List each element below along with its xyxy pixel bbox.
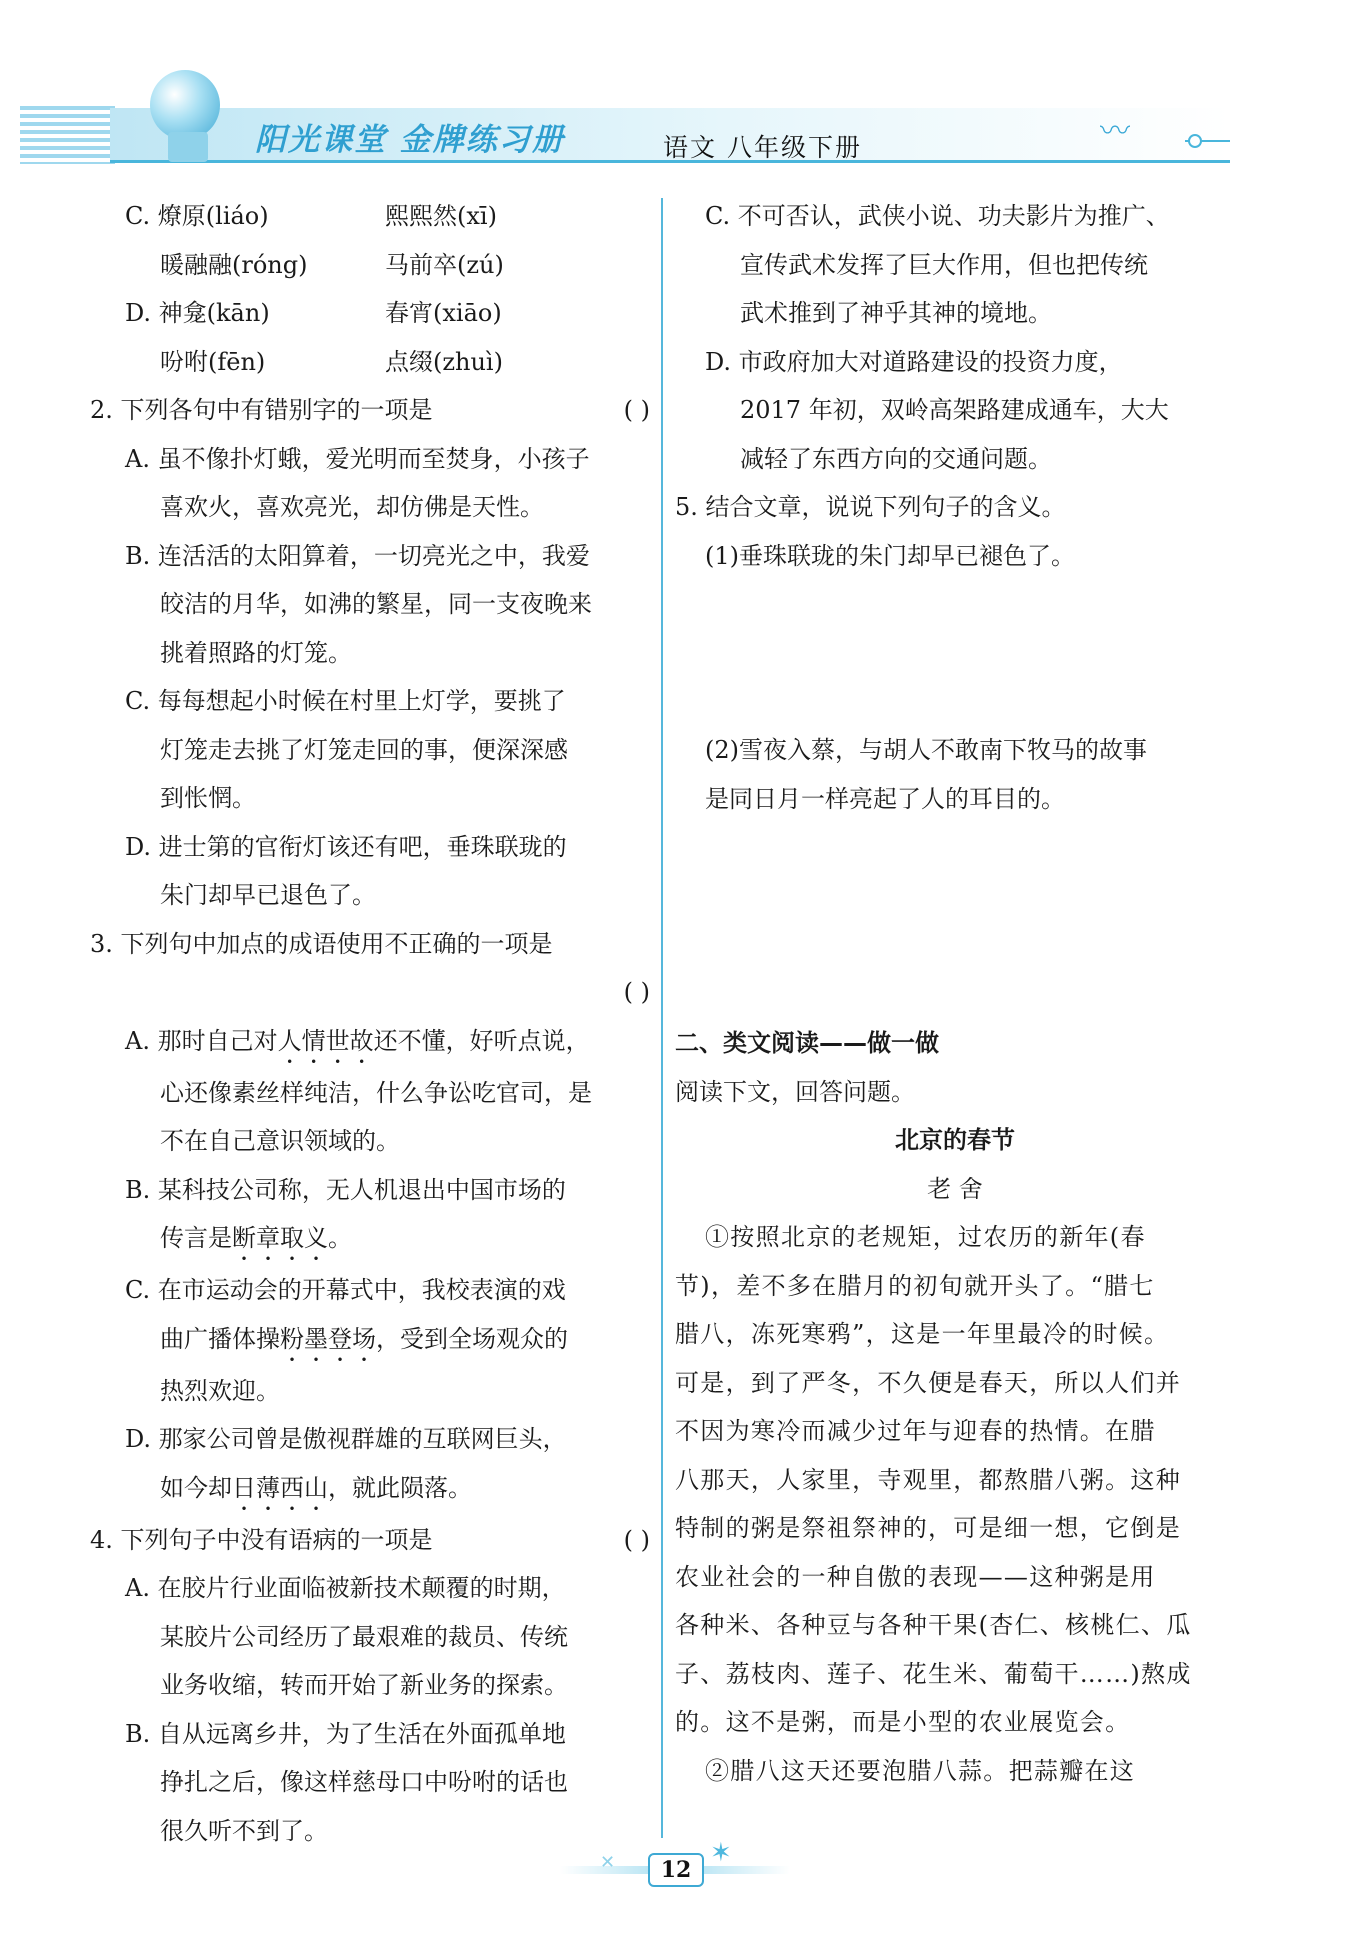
q2-option-a: A. 虽不像扑灯蛾，爱光明而至焚身，小孩子 xyxy=(125,444,590,473)
q4-option-c-cont: 宣传武术发挥了巨大作用，但也把传统 xyxy=(740,250,1148,279)
article-paragraph-line: ①按照北京的老规矩，过农历的新年(春 xyxy=(705,1223,1146,1251)
q4-option-d-cont2: 减轻了东西方向的交通问题。 xyxy=(740,444,1052,473)
article-paragraph-line: 八那天，人家里，寺观里，都熬腊八粥。这种 xyxy=(675,1465,1181,1494)
q3-b-dotted-idiom: 断章取义 xyxy=(232,1224,328,1252)
article-paragraph-line: 的。这不是粥，而是小型的农业展览会。 xyxy=(675,1708,1131,1736)
q3-option-d: D. 那家公司曾是傲视群雄的互联网巨头， xyxy=(125,1425,567,1453)
globe-icon xyxy=(150,70,220,140)
subject-grade: 语文 八年级下册 xyxy=(663,133,862,162)
q3-d-dotted-idiom: 日薄西山 xyxy=(232,1473,328,1502)
page-number: 12 xyxy=(648,1853,704,1887)
q3-stem: 3. 下列句中加点的成语使用不正确的一项是 xyxy=(90,929,553,958)
q1-d-term2: 春宵(xiāo) xyxy=(385,299,502,327)
q3-option-d-cont: 如今却日薄西山，就此陨落。 xyxy=(160,1473,472,1502)
q1-option-d-row1: D. 神龛(kān) 春宵(xiāo) xyxy=(90,289,650,338)
article-author: 老 舍 xyxy=(927,1174,983,1203)
globe-stand-icon xyxy=(168,132,208,162)
article-paragraph-line: 可是，到了严冬，不久便是春天，所以人们并 xyxy=(675,1368,1181,1397)
q2-option-b-cont2: 挑着照路的灯笼。 xyxy=(160,638,352,667)
brand-title: 阳光课堂 金牌练习册 xyxy=(255,122,565,158)
q3-option-a-cont: 心还像素丝样纯洁，什么争讼吃官司，是 xyxy=(160,1078,592,1107)
q1-d-term3: 吩咐(fēn) xyxy=(160,347,266,376)
q1-c-term4: 马前卒(zú) xyxy=(385,250,504,279)
q1-option-c-row2 xyxy=(90,241,650,290)
q5-answer-area-1[interactable] xyxy=(675,580,1235,726)
column-divider xyxy=(661,198,663,1838)
q3-option-b: B. 某科技公司称，无人机退出中国市场的 xyxy=(125,1175,566,1204)
right-column xyxy=(675,192,1235,1795)
q4-option-c-cont2: 武术推到了神乎其神的境地。 xyxy=(740,299,1052,327)
birds-icon: 〰 xyxy=(1100,114,1130,149)
q2-option-b: B. 连活活的太阳算着，一切亮光之中，我爱 xyxy=(125,541,590,570)
q5-sentence-1: (1)垂珠联珑的朱门却早已褪色了。 xyxy=(705,541,1075,570)
q4-option-a-cont: 某胶片公司经历了最艰难的裁员、传统 xyxy=(160,1622,568,1651)
q5-sentence-2: (2)雪夜入蔡，与胡人不敢南下牧马的故事 xyxy=(705,736,1147,764)
q2-option-c: C. 每每想起小时候在村里上灯学，要挑了 xyxy=(125,687,566,715)
q3-option-c: C. 在市运动会的开幕式中，我校表演的戏 xyxy=(125,1276,566,1304)
q2-stem: 2. 下列各句中有错别字的一项是 ( ) xyxy=(90,386,650,435)
q1-option-d-row2 xyxy=(90,338,650,387)
q5-sentence-2-cont: 是同日月一样亮起了人的耳目的。 xyxy=(705,784,1065,813)
q4-option-a-cont2: 业务收缩，转而开始了新业务的探索。 xyxy=(160,1671,568,1699)
q5-stem: 5. 结合文章，说说下列句子的含义。 xyxy=(675,493,1066,521)
q2-option-d: D. 进士第的官衔灯该还有吧，垂珠联珑的 xyxy=(125,832,567,861)
q4-option-b: B. 自从远离乡井，为了生活在外面孤单地 xyxy=(125,1719,566,1748)
q4-option-b-cont2: 很久听不到了。 xyxy=(160,1816,328,1845)
q4-option-a: A. 在胶片行业面临被新技术颠覆的时期， xyxy=(125,1574,566,1602)
q2-option-c-cont2: 到怅惘。 xyxy=(160,784,256,812)
q4-stem: 4. 下列句子中没有语病的一项是 ( ) xyxy=(90,1516,650,1565)
q4-option-b-cont: 挣扎之后，像这样慈母口中吩咐的话也 xyxy=(160,1768,568,1796)
left-column xyxy=(90,192,650,1855)
q1-c-term2: 熙熙然(xī) xyxy=(385,202,497,230)
q3-answer-blank[interactable]: ( ) xyxy=(623,978,650,1006)
star-icon: ✶ xyxy=(710,1838,732,1868)
article-title: 北京的春节 xyxy=(895,1126,1015,1154)
q2-option-b-cont: 皎洁的月华，如沸的繁星，同一支夜晚来 xyxy=(160,590,592,618)
q1-c-term1: 燎原(liáo) xyxy=(157,202,269,230)
header-stripes xyxy=(20,106,115,164)
q2-answer-blank[interactable]: ( ) xyxy=(623,396,650,424)
q2-option-a-cont: 喜欢火，喜欢亮光，却仿佛是天性。 xyxy=(160,493,544,521)
q3-option-b-cont: 传言是断章取义。 xyxy=(160,1224,352,1252)
article-paragraph-line: 农业社会的一种自傲的表现——这种粥是用 xyxy=(675,1562,1156,1591)
q3-option-c-cont: 曲广播体操粉墨登场，受到全场观众的 xyxy=(160,1324,568,1353)
article-paragraph-line: 节)，差不多在腊月的初旬就开头了。“腊七 xyxy=(675,1271,1155,1300)
q1-d-term1: 神龛(kān) xyxy=(158,299,270,327)
article-paragraph-line: 子、荔枝肉、莲子、花生米、葡萄干……)熬成 xyxy=(675,1659,1192,1688)
q2-option-c-cont: 灯笼走去挑了灯笼走回的事，便深深感 xyxy=(160,735,568,764)
article-paragraph-line: 各种米、各种豆与各种干果(杏仁、核桃仁、瓜 xyxy=(675,1611,1192,1639)
page-footer xyxy=(560,1838,790,1898)
q4-answer-blank[interactable]: ( ) xyxy=(623,1525,650,1554)
q1-d-term4: 点缀(zhuì) xyxy=(385,347,503,376)
article-paragraph-line: ②腊八这天还要泡腊八蒜。把蒜瓣在这 xyxy=(705,1756,1136,1785)
q3-a-dotted-idiom: 人情世故 xyxy=(277,1026,374,1055)
q2-option-d-cont: 朱门却早已退色了。 xyxy=(160,881,376,909)
q1-c-term3: 暖融融(róng) xyxy=(160,250,308,279)
article-paragraph-line: 不因为寒冷而减少过年与迎春的热情。在腊 xyxy=(675,1417,1156,1445)
article-paragraph-line: 特制的粥是祭祖祭神的，可是细一想，它倒是 xyxy=(675,1514,1181,1542)
q5-answer-area-2[interactable] xyxy=(675,823,1235,1019)
q3-option-c-cont2: 热烈欢迎。 xyxy=(160,1376,280,1405)
q4-option-c: C. 不可否认，武侠小说、功夫影片为推广、 xyxy=(705,202,1170,230)
page-header xyxy=(0,0,1350,200)
header-dot-icon xyxy=(1188,134,1202,148)
sparkle-icon: ✕ xyxy=(600,1852,616,1873)
q3-option-a-cont2: 不在自己意识领域的。 xyxy=(160,1127,400,1155)
q3-c-dotted-idiom: 粉墨登场 xyxy=(280,1324,376,1353)
q4-option-d: D. 市政府加大对道路建设的投资力度， xyxy=(705,347,1123,376)
q4-option-d-cont: 2017 年初，双岭高架路建成通车，大大 xyxy=(740,396,1169,424)
q3-option-a: A. 那时自己对人情世故还不懂，好听点说， xyxy=(125,1026,590,1055)
section-title: 二、类文阅读——做一做 xyxy=(675,1029,939,1057)
q1-option-c-row1: C. 燎原(liáo) 熙熙然(xī) xyxy=(90,192,650,241)
article-paragraph-line: 腊八，冻死寒鸦”，这是一年里最冷的时候。 xyxy=(675,1320,1170,1348)
section-instruction: 阅读下文，回答问题。 xyxy=(675,1077,915,1106)
